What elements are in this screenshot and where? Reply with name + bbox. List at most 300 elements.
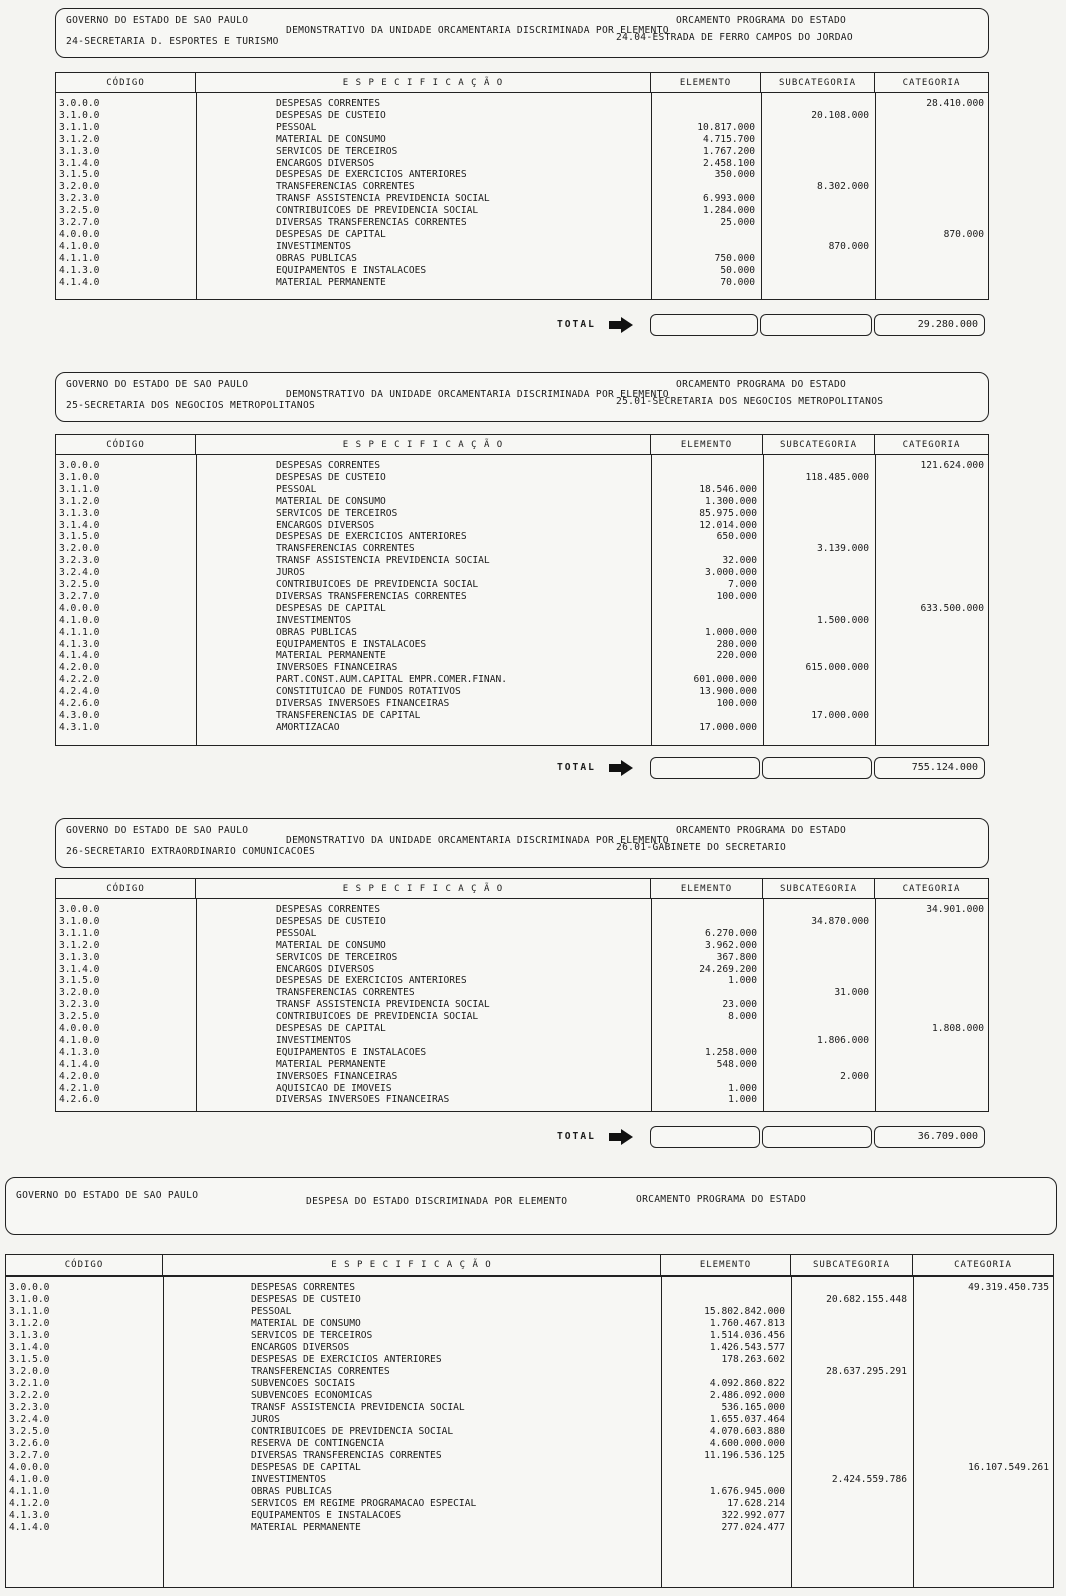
elemento-cell: 536.165.000 (721, 1402, 785, 1413)
section-1-unit-name: 24-SECRETARIA D. ESPORTES E TURISMO (66, 36, 279, 47)
spec-cell: CONTRIBUICOES DE PREVIDENCIA SOCIAL (276, 1011, 479, 1023)
code-cell: 4.1.3.0 (59, 264, 100, 276)
code-cell: 3.1.1.0 (9, 1306, 50, 1317)
section-1-total-value: 29.280.000 (874, 314, 985, 336)
section-2-table-row (56, 627, 988, 639)
code-cell: 3.1.1.0 (59, 927, 100, 939)
section-1-table-row (56, 217, 988, 229)
section-1-table-row (56, 110, 988, 122)
spec-cell: TRANSF ASSISTENCIA PREVIDENCIA SOCIAL (276, 999, 490, 1011)
spec-cell: ENCARGOS DIVERSOS (276, 963, 375, 975)
section-2-table-row (56, 531, 988, 543)
spec-cell: OBRAS PUBLICAS (276, 626, 357, 638)
section-4-table-row (6, 1486, 1053, 1498)
section-2-subunit-name: 25.01-SECRETARIA DOS NEGOCIOS METROPOLITANOS (616, 396, 884, 407)
code-cell: 3.2.3.0 (9, 1402, 50, 1413)
code-cell: 4.2.1.0 (59, 1082, 100, 1094)
code-cell: 3.2.6.0 (9, 1438, 50, 1449)
section-3-table-row (56, 952, 988, 964)
elemento-cell: 280.000 (716, 638, 757, 650)
section-1-table-row (56, 158, 988, 170)
section-1-table-row (56, 253, 988, 265)
elemento-cell: 277.024.477 (721, 1522, 785, 1533)
section-2-col-especificacao: E S P E C I F I C A Ç Ã O (196, 435, 651, 455)
code-cell: 3.2.3.0 (59, 999, 100, 1011)
spec-cell: INVESTIMENTOS (276, 240, 352, 252)
section-3-table-row (56, 999, 988, 1011)
section-2-table-row (56, 591, 988, 603)
elemento-cell: 1.258.000 (705, 1046, 757, 1058)
elemento-cell: 6.993.000 (703, 193, 755, 205)
elemento-cell: 1.300.000 (705, 495, 757, 507)
section-3-total-value: 36.709.000 (874, 1126, 985, 1148)
code-cell: 4.1.3.0 (59, 1046, 100, 1058)
section-2-total-box-2 (762, 757, 872, 779)
elemento-cell: 4.092.860.822 (709, 1378, 785, 1389)
subcategoria-cell: 8.302.000 (817, 181, 869, 193)
section-2-table-row (56, 460, 988, 472)
section-3-table-row (56, 964, 988, 976)
spec-cell: PART.CONST.AUM.CAPITAL EMPR.COMER.FINAN. (276, 674, 508, 686)
spec-cell: ENCARGOS DIVERSOS (276, 157, 375, 169)
section-3-total-box-2 (762, 1126, 872, 1148)
elemento-cell: 350.000 (714, 169, 755, 181)
section-3-total-label: TOTAL (557, 1131, 596, 1142)
elemento-cell: 15.802.842.000 (704, 1306, 785, 1317)
section-3-table-row (56, 940, 988, 952)
section-1-table-row (56, 229, 988, 241)
elemento-cell: 25.000 (720, 217, 755, 228)
code-cell: 3.1.3.0 (9, 1330, 50, 1341)
spec-cell: DESPESAS CORRENTES (276, 904, 380, 915)
elemento-cell: 4.070.603.880 (709, 1426, 785, 1437)
section-1-table-row (56, 134, 988, 146)
spec-cell: CONTRIBUICOES DE PREVIDENCIA SOCIAL (276, 205, 479, 217)
spec-cell: TRANSFERENCIAS DE CAPITAL (276, 709, 421, 721)
section-4-table-row (6, 1390, 1053, 1402)
elemento-cell: 750.000 (714, 252, 755, 264)
section-2-table-row (56, 639, 988, 651)
code-cell: 3.1.2.0 (59, 133, 100, 145)
elemento-cell: 12.014.000 (699, 519, 757, 531)
code-cell: 3.1.3.0 (59, 951, 100, 963)
categoria-cell: 870.000 (943, 228, 984, 240)
spec-cell: SERVICOS DE TERCEIROS (276, 507, 398, 519)
code-cell: 3.0.0.0 (59, 98, 100, 109)
code-cell: 4.1.1.0 (59, 252, 100, 264)
code-cell: 4.2.6.0 (59, 698, 100, 709)
section-4-column-header (5, 1254, 1054, 1276)
code-cell: 3.1.2.0 (59, 495, 100, 507)
section-3-table-row (56, 1094, 988, 1106)
code-cell: 4.1.0.0 (59, 1034, 100, 1046)
section-4-table-row (6, 1498, 1053, 1510)
elemento-cell: 6.270.000 (705, 927, 757, 939)
section-1-table-row (56, 193, 988, 205)
code-cell: 3.2.4.0 (9, 1414, 50, 1425)
section-4-table-row (6, 1402, 1053, 1414)
code-cell: 3.1.5.0 (59, 169, 100, 181)
elemento-cell: 13.900.000 (699, 686, 757, 698)
spec-cell: EQUIPAMENTOS E INSTALACOES (276, 264, 427, 276)
section-3-table-row (56, 1023, 988, 1035)
code-cell: 3.1.0.0 (59, 915, 100, 927)
section-2-table-row (56, 508, 988, 520)
code-cell: 4.1.1.0 (9, 1486, 50, 1497)
code-cell: 3.0.0.0 (9, 1282, 50, 1293)
spec-cell: MATERIAL PERMANENTE (276, 650, 386, 662)
subcategoria-cell: 2.424.559.786 (831, 1474, 907, 1485)
spec-cell: DESPESAS DE CAPITAL (276, 1023, 386, 1034)
spec-cell: PESSOAL (276, 483, 317, 495)
section-1-col-especificacao: E S P E C I F I C A Ç Ã O (196, 73, 651, 93)
subcategoria-cell: 2.000 (840, 1070, 869, 1082)
section-4-table-row (6, 1354, 1053, 1366)
section-3-report-title: DEMONSTRATIVO DA UNIDADE ORCAMENTARIA DISCRIMINADA POR ELEMENTO (286, 835, 669, 846)
elemento-cell: 4.600.000.000 (709, 1438, 785, 1449)
section-4-table-row (6, 1450, 1053, 1462)
spec-cell: SUBVENCOES ECONOMICAS (251, 1390, 373, 1401)
code-cell: 4.0.0.0 (59, 228, 100, 240)
section-1-table-row (56, 241, 988, 253)
code-cell: 3.1.0.0 (9, 1294, 50, 1305)
code-cell: 4.0.0.0 (9, 1462, 50, 1473)
section-4-table-row (6, 1414, 1053, 1426)
spec-cell: MATERIAL DE CONSUMO (276, 495, 386, 507)
section-3-col-codigo: CÓDIGO (56, 879, 196, 899)
spec-cell: DESPESAS DE CAPITAL (251, 1462, 361, 1473)
spec-cell: INVESTIMENTOS (251, 1474, 327, 1485)
elemento-cell: 1.514.036.456 (709, 1330, 785, 1341)
subcategoria-cell: 34.870.000 (811, 915, 869, 927)
elemento-cell: 1.000 (728, 1082, 757, 1094)
section-3-subunit-name: 26.01-GABINETE DO SECRETARIO (616, 842, 787, 853)
spec-cell: DESPESAS DE CAPITAL (276, 228, 386, 240)
categoria-cell: 633.500.000 (920, 602, 984, 614)
elemento-cell: 2.458.100 (703, 157, 755, 169)
section-2-budget-title: ORCAMENTO PROGRAMA DO ESTADO (676, 379, 847, 390)
section-4-table-row (6, 1474, 1053, 1486)
section-3-govt-title: GOVERNO DO ESTADO DE SAO PAULO (66, 825, 249, 836)
spec-cell: DIVERSAS TRANSFERENCIAS CORRENTES (251, 1450, 442, 1461)
code-cell: 4.1.1.0 (59, 626, 100, 638)
code-cell: 4.3.0.0 (59, 709, 100, 721)
section-1-col-elemento: ELEMENTO (651, 73, 761, 93)
section-1-total-box-1 (650, 314, 758, 336)
code-cell: 4.1.3.0 (9, 1510, 50, 1521)
code-cell: 4.2.2.0 (59, 674, 100, 686)
elemento-cell: 32.000 (722, 555, 757, 567)
code-cell: 3.1.1.0 (59, 121, 100, 133)
categoria-cell: 1.808.000 (932, 1023, 984, 1034)
section-4-table-row (6, 1510, 1053, 1522)
section-4-govt-title: GOVERNO DO ESTADO DE SAO PAULO (16, 1190, 199, 1201)
section-4-col-elemento: ELEMENTO (661, 1255, 791, 1275)
code-cell: 4.1.4.0 (59, 1058, 100, 1070)
section-2-table-row (56, 567, 988, 579)
code-cell: 3.2.5.0 (9, 1426, 50, 1437)
elemento-cell: 17.000.000 (699, 721, 757, 733)
categoria-cell: 49.319.450.735 (968, 1282, 1049, 1293)
section-1-budget-title: ORCAMENTO PROGRAMA DO ESTADO (676, 15, 847, 26)
elemento-cell: 1.655.037.464 (709, 1414, 785, 1425)
spec-cell: DESPESAS DE EXERCICIOS ANTERIORES (276, 975, 467, 987)
section-2-table-row (56, 650, 988, 662)
section-2-unit-name: 25-SECRETARIA DOS NEGOCIOS METROPOLITANOS (66, 400, 316, 411)
code-cell: 3.1.4.0 (59, 519, 100, 531)
section-2-table-row (56, 484, 988, 496)
spec-cell: AMORTIZACAO (276, 721, 340, 733)
section-4-table-row (6, 1462, 1053, 1474)
section-3-table-row (56, 1011, 988, 1023)
spec-cell: INVESTIMENTOS (276, 1034, 352, 1046)
elemento-cell: 650.000 (716, 531, 757, 543)
spec-cell: TRANSFERENCIAS CORRENTES (276, 181, 415, 193)
spec-cell: SERVICOS DE TERCEIROS (251, 1330, 373, 1341)
section-3-header (55, 818, 989, 868)
spec-cell: DESPESAS DE CUSTEIO (276, 109, 386, 121)
section-2-col-subcategoria: SUBCATEGORIA (763, 435, 875, 455)
spec-cell: JUROS (251, 1414, 280, 1425)
section-4-col-codigo: CÓDIGO (6, 1255, 163, 1275)
elemento-cell: 1.284.000 (703, 205, 755, 217)
categoria-cell: 28.410.000 (926, 98, 984, 109)
code-cell: 3.2.0.0 (59, 987, 100, 999)
spec-cell: CONSTITUICAO DE FUNDOS ROTATIVOS (276, 686, 461, 698)
code-cell: 3.0.0.0 (59, 460, 100, 471)
section-2-table-row (56, 472, 988, 484)
spec-cell: DIVERSAS INVERSOES FINANCEIRAS (276, 698, 450, 709)
code-cell: 3.2.3.0 (59, 193, 100, 205)
elemento-cell: 70.000 (720, 276, 755, 288)
subcategoria-cell: 31.000 (834, 987, 869, 999)
spec-cell: MATERIAL DE CONSUMO (251, 1318, 361, 1329)
elemento-cell: 367.800 (716, 951, 757, 963)
spec-cell: DESPESAS DE CUSTEIO (251, 1294, 361, 1305)
code-cell: 3.0.0.0 (59, 904, 100, 915)
spec-cell: RESERVA DE CONTINGENCIA (251, 1438, 384, 1449)
code-cell: 3.2.7.0 (59, 217, 100, 228)
elemento-cell: 18.546.000 (699, 483, 757, 495)
code-cell: 3.2.0.0 (59, 181, 100, 193)
code-cell: 4.1.3.0 (59, 638, 100, 650)
categoria-cell: 16.107.549.261 (968, 1462, 1049, 1473)
spec-cell: SERVICOS EM REGIME PROGRAMACAO ESPECIAL (251, 1498, 477, 1509)
section-4-table-body (5, 1276, 1054, 1588)
spec-cell: MATERIAL PERMANENTE (276, 1058, 386, 1070)
section-4-table-row (6, 1306, 1053, 1318)
spec-cell: OBRAS PUBLICAS (251, 1486, 332, 1497)
section-1-table-row (56, 265, 988, 277)
section-2-header (55, 372, 989, 422)
code-cell: 3.1.0.0 (59, 109, 100, 121)
section-3-table-row (56, 1035, 988, 1047)
spec-cell: DESPESAS DE CUSTEIO (276, 471, 386, 483)
code-cell: 3.2.5.0 (59, 205, 100, 217)
section-4-table-row (6, 1342, 1053, 1354)
spec-cell: DESPESAS DE EXERCICIOS ANTERIORES (251, 1354, 442, 1365)
section-1-column-header (55, 72, 989, 94)
section-2-table-row (56, 686, 988, 698)
code-cell: 3.1.4.0 (59, 963, 100, 975)
section-3-table-body (55, 898, 989, 1112)
spec-cell: ENCARGOS DIVERSOS (276, 519, 375, 531)
elemento-cell: 7.000 (728, 579, 757, 590)
elemento-cell: 11.196.536.125 (704, 1450, 785, 1461)
spec-cell: PESSOAL (276, 927, 317, 939)
spec-cell: TRANSFERENCIAS CORRENTES (276, 987, 415, 999)
section-2-total-box-1 (650, 757, 760, 779)
spec-cell: ENCARGOS DIVERSOS (251, 1342, 350, 1353)
spec-cell: CONTRIBUICOES DE PREVIDENCIA SOCIAL (276, 579, 479, 590)
code-cell: 3.1.4.0 (59, 157, 100, 169)
section-3-table-row (56, 987, 988, 999)
section-3-column-header (55, 878, 989, 900)
spec-cell: SUBVENCOES SOCIAIS (251, 1378, 355, 1389)
code-cell: 4.0.0.0 (59, 1023, 100, 1034)
categoria-cell: 34.901.000 (926, 904, 984, 915)
code-cell: 3.1.1.0 (59, 483, 100, 495)
section-3-unit-name: 26-SECRETARIO EXTRAORDINARIO COMUNICACOES (66, 846, 316, 857)
subcategoria-cell: 20.682.155.448 (826, 1294, 907, 1305)
spec-cell: MATERIAL PERMANENTE (276, 276, 386, 288)
code-cell: 3.2.0.0 (9, 1366, 50, 1377)
section-1-col-subcategoria: SUBCATEGORIA (761, 73, 875, 93)
code-cell: 3.1.3.0 (59, 507, 100, 519)
spec-cell: SERVICOS DE TERCEIROS (276, 951, 398, 963)
section-2-col-categoria: CATEGORIA (902, 440, 961, 450)
section-1-header (55, 8, 989, 58)
spec-cell: INVERSOES FINANCEIRAS (276, 662, 398, 674)
spec-cell: TRANSF ASSISTENCIA PREVIDENCIA SOCIAL (276, 555, 490, 567)
elemento-cell: 548.000 (716, 1058, 757, 1070)
spec-cell: DESPESAS CORRENTES (276, 460, 380, 471)
code-cell: 3.1.5.0 (9, 1354, 50, 1365)
code-cell: 4.3.1.0 (59, 721, 100, 733)
section-1-table-row (56, 98, 988, 110)
section-2-table-body (55, 454, 989, 746)
section-3-total-box-1 (650, 1126, 760, 1148)
spec-cell: MATERIAL DE CONSUMO (276, 133, 386, 145)
code-cell: 3.2.1.0 (9, 1378, 50, 1389)
section-1-report-title: DEMONSTRATIVO DA UNIDADE ORCAMENTARIA DISCRIMINADA POR ELEMENTO (286, 25, 669, 36)
subcategoria-cell: 1.500.000 (817, 614, 869, 626)
section-3-table-row (56, 975, 988, 987)
subcategoria-cell: 870.000 (828, 240, 869, 252)
section-4-report-title: DESPESA DO ESTADO DISCRIMINADA POR ELEMENTO (306, 1196, 568, 1207)
elemento-cell: 23.000 (722, 999, 757, 1011)
spec-cell: TRANSFERENCIAS CORRENTES (251, 1366, 390, 1377)
code-cell: 4.1.0.0 (59, 240, 100, 252)
spec-cell: PESSOAL (276, 121, 317, 133)
code-cell: 4.0.0.0 (59, 602, 100, 614)
section-2-table-row (56, 555, 988, 567)
section-4-table-row (6, 1330, 1053, 1342)
subcategoria-cell: 118.485.000 (805, 471, 869, 483)
subcategoria-cell: 28.637.295.291 (826, 1366, 907, 1377)
spec-cell: DESPESAS DE CUSTEIO (276, 915, 386, 927)
elemento-cell: 85.975.000 (699, 507, 757, 519)
section-3-table-row (56, 1047, 988, 1059)
section-3-table-row (56, 904, 988, 916)
code-cell: 3.2.2.0 (9, 1390, 50, 1401)
spec-cell: EQUIPAMENTOS E INSTALACOES (251, 1510, 402, 1521)
section-3-table-row (56, 1083, 988, 1095)
spec-cell: INVERSOES FINANCEIRAS (276, 1070, 398, 1082)
code-cell: 4.2.4.0 (59, 686, 100, 698)
code-cell: 3.2.4.0 (59, 567, 100, 579)
subcategoria-cell: 1.806.000 (817, 1034, 869, 1046)
section-3-table-row (56, 928, 988, 940)
section-4-table-row (6, 1426, 1053, 1438)
section-3-table-row (56, 1071, 988, 1083)
code-cell: 3.2.0.0 (59, 543, 100, 555)
subcategoria-cell: 17.000.000 (811, 709, 869, 721)
section-2-table-row (56, 603, 988, 615)
code-cell: 4.2.6.0 (59, 1094, 100, 1106)
code-cell: 4.1.4.0 (59, 650, 100, 662)
section-1-govt-title: GOVERNO DO ESTADO DE SAO PAULO (66, 15, 249, 26)
section-4-header (5, 1177, 1057, 1235)
spec-cell: EQUIPAMENTOS E INSTALACOES (276, 1046, 427, 1058)
section-4-col-especificacao: E S P E C I F I C A Ç Ã O (163, 1255, 661, 1275)
section-2-report-title: DEMONSTRATIVO DA UNIDADE ORCAMENTARIA DISCRIMINADA POR ELEMENTO (286, 389, 669, 400)
spec-cell: MATERIAL PERMANENTE (251, 1522, 361, 1533)
elemento-cell: 24.269.200 (699, 963, 757, 975)
section-4-col-subcategoria: SUBCATEGORIA (791, 1255, 913, 1275)
section-1-col-codigo: CÓDIGO (56, 73, 196, 93)
code-cell: 3.1.2.0 (9, 1318, 50, 1329)
code-cell: 3.2.5.0 (59, 579, 100, 590)
code-cell: 4.1.4.0 (9, 1522, 50, 1533)
elemento-cell: 178.263.602 (721, 1354, 785, 1365)
elemento-cell: 1.767.200 (703, 145, 755, 157)
code-cell: 3.1.5.0 (59, 975, 100, 987)
categoria-cell: 121.624.000 (920, 460, 984, 471)
code-cell: 3.1.5.0 (59, 531, 100, 543)
code-cell: 3.1.3.0 (59, 145, 100, 157)
section-4-table-row (6, 1378, 1053, 1390)
elemento-cell: 3.000.000 (705, 567, 757, 579)
spec-cell: TRANSF ASSISTENCIA PREVIDENCIA SOCIAL (251, 1402, 465, 1413)
section-1-table-row (56, 169, 988, 181)
subcategoria-cell: 3.139.000 (817, 543, 869, 555)
section-2-table-row (56, 615, 988, 627)
spec-cell: DESPESAS CORRENTES (276, 98, 380, 109)
section-3-col-elemento: ELEMENTO (651, 879, 763, 899)
code-cell: 4.2.0.0 (59, 662, 100, 674)
code-cell: 4.1.0.0 (59, 614, 100, 626)
section-1-table-body (55, 92, 989, 300)
section-3-col-especificacao: E S P E C I F I C A Ç Ã O (196, 879, 651, 899)
section-3-table-row (56, 1059, 988, 1071)
section-1-table-row (56, 122, 988, 134)
elemento-cell: 322.992.077 (721, 1510, 785, 1521)
section-1-subunit-name: 24.04-ESTRADA DE FERRO CAMPOS DO JORDAO (616, 32, 853, 43)
elemento-cell: 8.000 (728, 1011, 757, 1023)
section-3-table-row (56, 916, 988, 928)
code-cell: 3.2.5.0 (59, 1011, 100, 1023)
code-cell: 4.1.4.0 (59, 276, 100, 288)
elemento-cell: 2.486.092.000 (709, 1390, 785, 1401)
spec-cell: PESSOAL (251, 1306, 292, 1317)
section-1-table-row (56, 205, 988, 217)
spec-cell: DIVERSAS TRANSFERENCIAS CORRENTES (276, 217, 467, 228)
code-cell: 3.1.4.0 (9, 1342, 50, 1353)
elemento-cell: 1.426.543.577 (709, 1342, 785, 1353)
section-4-table-row (6, 1438, 1053, 1450)
elemento-cell: 3.962.000 (705, 939, 757, 951)
